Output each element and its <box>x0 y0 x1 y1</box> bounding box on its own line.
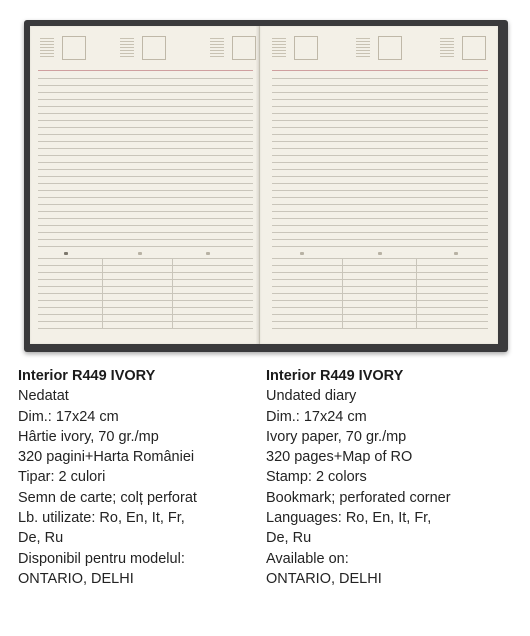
spec-line: Dim.: 17x24 cm <box>18 408 119 425</box>
section-dot <box>378 252 382 255</box>
spec-line: Tipar: 2 culori <box>18 469 106 486</box>
section-dot <box>64 252 68 255</box>
page-header-block <box>440 36 492 62</box>
spec-line: Languages: Ro, En, It, Fr, <box>266 510 432 527</box>
spec-line: Lb. utilizate: Ro, En, It, Fr, <box>18 510 185 527</box>
diary-right-page <box>260 26 498 344</box>
spec-line: 320 pages+Map of RO <box>266 449 413 466</box>
spec-line: Nedatat <box>18 388 69 405</box>
spec-line: Ivory paper, 70 gr./mp <box>266 428 407 445</box>
spec-line: Disponibil pentru modelul: <box>18 550 185 567</box>
margin-rule <box>38 70 253 71</box>
diary-product-image <box>24 20 508 352</box>
page-header-block <box>40 36 92 62</box>
section-dot <box>454 252 458 255</box>
page-header-block <box>120 36 172 62</box>
page-header-block <box>356 36 408 62</box>
page-header-block <box>210 36 262 62</box>
bottom-grid-lines <box>38 259 253 329</box>
spec-line: Dim.: 17x24 cm <box>266 408 367 425</box>
spec-line: Undated diary <box>266 388 357 405</box>
page-header-block <box>272 36 324 62</box>
product-title: Interior R449 IVORY <box>18 368 156 384</box>
bottom-grid-lines <box>272 259 488 329</box>
description-english <box>266 366 516 589</box>
spec-line: Bookmark; perforated corner <box>266 489 451 506</box>
section-dot <box>300 252 304 255</box>
section-dot <box>138 252 142 255</box>
spec-line: ONTARIO, DELHI <box>18 570 134 587</box>
diary-left-page <box>30 26 260 344</box>
ruled-lines <box>272 72 488 248</box>
spec-line: Stamp: 2 colors <box>266 469 367 486</box>
spec-line: Hârtie ivory, 70 gr./mp <box>18 428 159 445</box>
spec-line: Semn de carte; colț perforat <box>18 489 197 506</box>
spec-line: De, Ru <box>266 530 312 547</box>
margin-rule <box>272 70 488 71</box>
spec-line: Available on: <box>266 550 349 567</box>
spec-line: De, Ru <box>18 530 64 547</box>
spec-line: ONTARIO, DELHI <box>266 570 382 587</box>
spec-line: 320 pagini+Harta României <box>18 449 195 466</box>
section-dot <box>206 252 210 255</box>
description-romanian <box>18 366 258 589</box>
product-title: Interior R449 IVORY <box>266 368 404 384</box>
ruled-lines <box>38 72 253 248</box>
